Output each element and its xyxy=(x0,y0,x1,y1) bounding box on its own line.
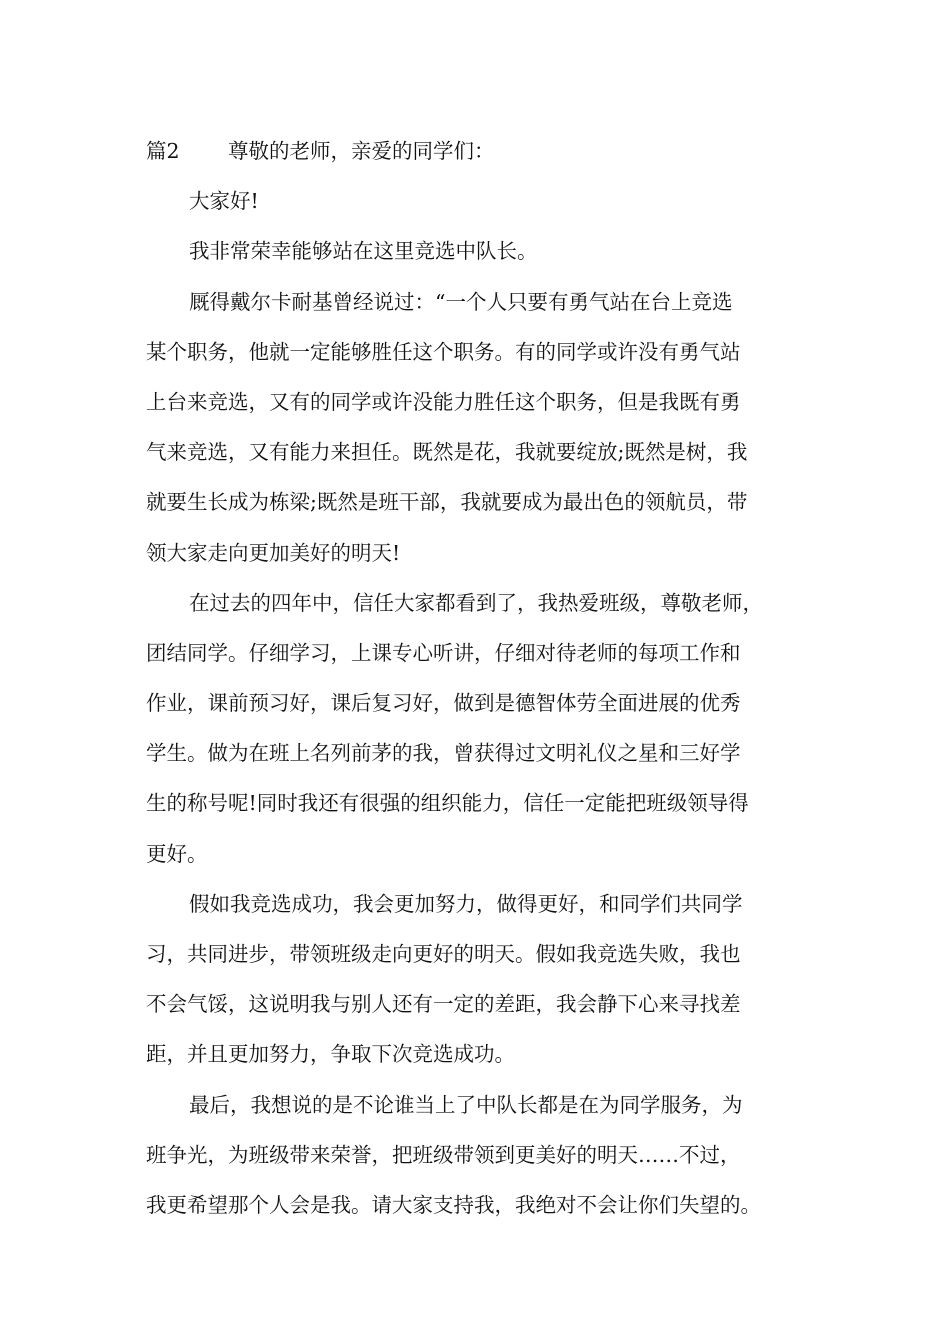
title-line xyxy=(146,126,810,176)
paragraph-line: 作业，课前预习好，课后复习好，做到是德智体劳全面进展的优秀 xyxy=(146,691,741,716)
paragraph-line: 团结同学。仔细学习，上课专心听讲，仔细对待老师的每项工作和 xyxy=(146,640,741,665)
paragraph-line: 班争光，为班级带来荣誉，把班级带领到更美好的明天……不过， xyxy=(146,1142,741,1167)
paragraph-line: 假如我竞选成功，我会更加努力，做得更好，和同学们共同学 xyxy=(189,891,743,916)
paragraph-line: 厩得戴尔卡耐基曾经说过：“一个人只要有勇气站在台上竞选 xyxy=(189,289,733,314)
paragraph-line: 某个职务，他就一定能够胜任这个职务。有的同学或许没有勇气站 xyxy=(146,339,741,364)
paragraph-line: 学生。做为在班上名列前茅的我，曾获得过文明礼仪之星和三好学 xyxy=(146,741,741,766)
paragraph-line: 更好。 xyxy=(146,841,208,866)
paragraph-line: 就要生长成为栋梁;既然是班干部，我就要成为最出色的领航员，带 xyxy=(146,490,748,515)
paragraph-line: 领大家走向更加美好的明天! xyxy=(146,540,401,565)
paragraph-past-years xyxy=(146,578,810,879)
section-number: 篇2 xyxy=(146,139,180,163)
paragraph-line: 气来竞选，又有能力来担任。既然是花，我就要绽放;既然是树，我 xyxy=(146,440,748,465)
paragraph-quote xyxy=(146,277,810,578)
paragraph-line: 上台来竞选，又有的同学或许没能力胜任这个职务，但是我既有勇 xyxy=(146,389,741,414)
salutation: 尊敬的老师，亲爱的同学们： xyxy=(228,139,495,163)
paragraph-line: 我更希望那个人会是我。请大家支持我，我绝对不会让你们失望的。 xyxy=(146,1192,761,1217)
document-body xyxy=(146,126,810,1230)
paragraph-line: 距，并且更加努力，争取下次竞选成功。 xyxy=(146,1042,515,1067)
paragraph-closing xyxy=(146,1080,810,1231)
intro-paragraph: 我非常荣幸能够站在这里竞选中队长。 xyxy=(189,239,538,264)
paragraph-line: 习，共同进步，带领班级走向更好的明天。假如我竞选失败，我也 xyxy=(146,942,741,966)
paragraph-line: 最后，我想说的是不论谁当上了中队长都是在为同学服务，为 xyxy=(189,1092,743,1117)
paragraph-line: 生的称号呢!同时我还有很强的组织能力，信任一定能把班级领导得 xyxy=(146,791,749,816)
greeting: 大家好! xyxy=(189,189,259,214)
paragraph-line: 在过去的四年中，信任大家都看到了，我热爱班级，尊敬老师， xyxy=(189,590,763,615)
paragraph-if-elected xyxy=(146,879,810,1080)
paragraph-line: 不会气馁，这说明我与别人还有一定的差距，我会静下心来寻找差 xyxy=(146,992,741,1017)
